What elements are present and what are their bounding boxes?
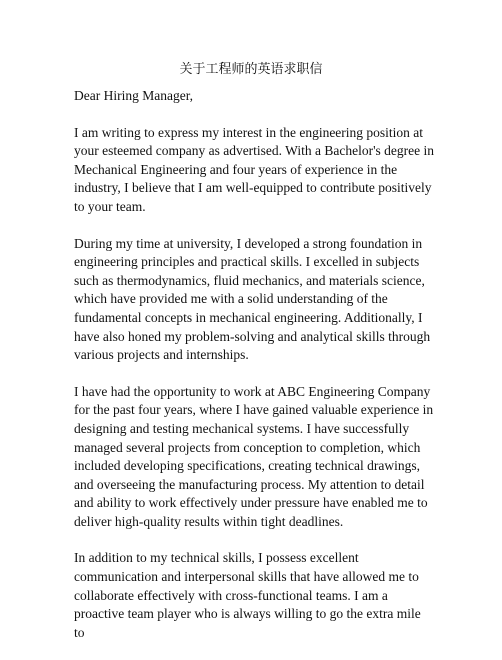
- paragraph-intro: I am writing to express my interest in the engineering position at your esteemed company as advertised. With a Bachelor's degree in Mechanical Engineering and four years of experience in the industry, I believe that I am well-equipped to contribute positively to your team.: [74, 124, 435, 214]
- letter-body: [74, 87, 434, 660]
- document-title: 关于工程师的英语求职信: [179, 61, 323, 76]
- paragraph-skills: In addition to my technical skills, I possess excellent communication and interpersonal skills that have allowed me to collaborate effectively with cross-functional teams. I am a proactive team player who is always willing to go the extra mile to: [74, 550, 421, 640]
- paragraph-experience: I have had the opportunity to work at ABC Engineering Company for the past four years, where I have gained valuable experience in designing and testing mechanical systems. I have successfully managed several projects from conception to completion, which included developing specifications, creating technical drawings, and overseeing the manufacturing process. My attention to detail and ability to work effectively under pressure have enabled me to deliver high-quality results within tight deadlines.: [74, 383, 434, 529]
- paragraph-education: During my time at university, I developed a strong foundation in engineering principles and practical skills. I excelled in subjects such as thermodynamics, fluid mechanics, and materials science, which have provided me with a solid understanding of the fundamental concepts in mechanical engineering. Additionally, I have also honed my problem-solving and analytical skills through various projects and internships.: [74, 235, 431, 363]
- salutation: Dear Hiring Manager,: [74, 88, 194, 103]
